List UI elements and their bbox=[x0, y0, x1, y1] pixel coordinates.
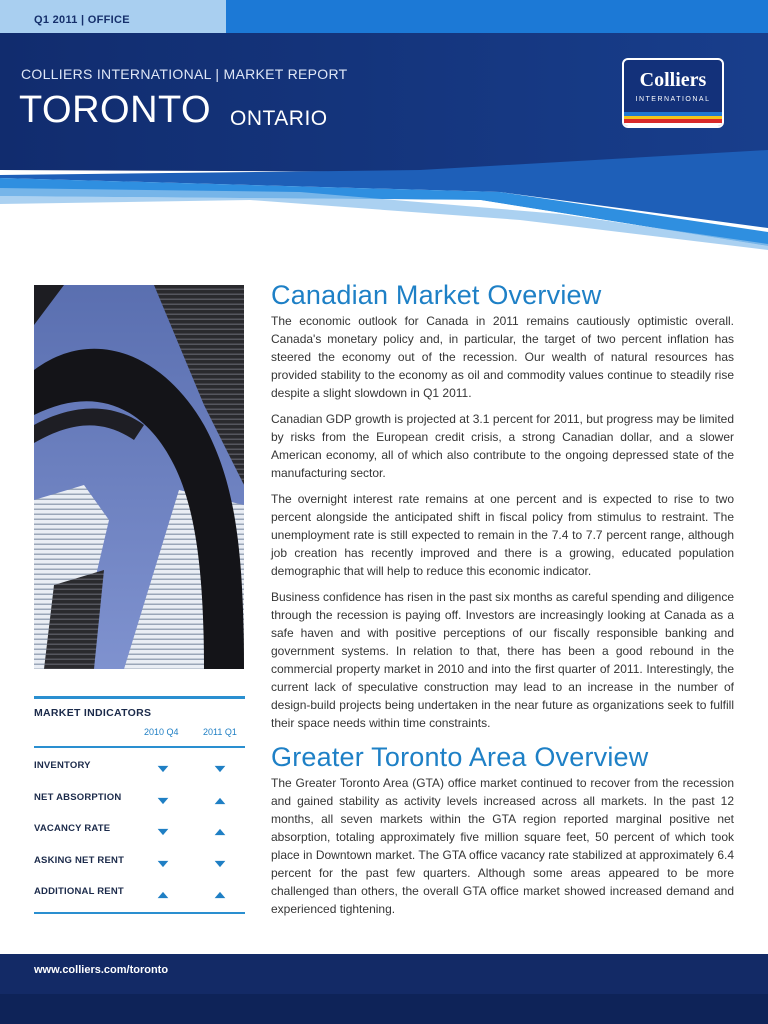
indicators-top-rule bbox=[34, 696, 245, 699]
indicators-column-headers bbox=[34, 725, 245, 743]
indicator-2011-q1-arrow bbox=[214, 886, 226, 894]
arrow-up-icon bbox=[214, 891, 226, 899]
column-header-2010-q4: 2010 Q4 bbox=[144, 727, 179, 737]
colliers-logo bbox=[622, 58, 724, 128]
indicator-2010-q4-arrow bbox=[157, 886, 169, 894]
arrow-up-icon bbox=[157, 891, 169, 899]
indicator-2011-q1-arrow bbox=[214, 823, 226, 831]
city-title: TORONTO bbox=[19, 89, 212, 131]
arrow-down-icon bbox=[157, 828, 169, 836]
indicator-label: VACANCY RATE bbox=[34, 823, 111, 834]
indicator-label: ASKING NET RENT bbox=[34, 854, 125, 866]
arrow-down-icon bbox=[157, 860, 169, 868]
indicator-2010-q4-arrow bbox=[157, 760, 169, 768]
arrow-down-icon bbox=[157, 797, 169, 805]
market-indicators-table bbox=[34, 696, 245, 914]
footer-stripe bbox=[0, 994, 768, 1024]
logo-subtext: INTERNATIONAL bbox=[635, 96, 711, 103]
column-header-2011-q1: 2011 Q1 bbox=[203, 727, 237, 737]
paragraph: The economic outlook for Canada in 2011 remains cautiously optimistic overall. Canada's monetary policy and, in particular, the target of two percent inflation has steered the economy out of the recession. Our wealth of natural resources has provided stability to the economy as oil and commodity values continue to steadily rise despite a slight slowdown in Q1 2011. bbox=[271, 314, 734, 400]
logo-wordmark: Colliers bbox=[639, 69, 707, 91]
skyscraper-illustration bbox=[34, 285, 244, 669]
indicator-row bbox=[34, 811, 245, 843]
arrow-up-icon bbox=[214, 828, 226, 836]
arrow-up-icon bbox=[214, 797, 226, 805]
indicator-2011-q1-arrow bbox=[214, 855, 226, 863]
paragraph: The Greater Toronto Area (GTA) office market continued to recover from the recession and gained stability as activity levels increased across all markets. In the past 12 months, all seven markets within the GTA region reported marginal positive net absorption, totaling approximately five million square feet, 50 percent of which took place in Downtown market. The GTA office vacancy rate stabilized at approximately 6.4 percent for the past few quarters. Although some areas appeared to be more challenged than others, the overall GTA office market showed increased demand and experienced tightening. bbox=[271, 776, 734, 916]
logo-stripes bbox=[624, 112, 722, 126]
page-footer bbox=[0, 954, 768, 1024]
paragraph: Business confidence has risen in the past six months as careful spending and diligence through the recession is paying off. Investors are increasingly looking at Canada as a safe haven and with positive perceptions of our fiscally responsible banking and government systems. In relation to that, there has been a good rebound in the commercial property market in 2010 and into the first quarter of 2011. Interestingly, the current lack of speculative construction may lead to an increase in the number of design-build projects being undertaken in the near future as organizations seek to fulfill their space needs within time constraints. bbox=[271, 590, 734, 730]
indicator-row bbox=[34, 780, 245, 812]
indicator-2010-q4-arrow bbox=[157, 823, 169, 831]
indicators-bottom-rule bbox=[34, 912, 245, 914]
report-subtitle: COLLIERS INTERNATIONAL | MARKET REPORT bbox=[21, 66, 348, 82]
main-content bbox=[271, 278, 734, 926]
indicators-title: MARKET INDICATORS bbox=[34, 707, 152, 719]
footer-website-link[interactable]: www.colliers.com/toronto bbox=[34, 964, 169, 976]
province-title: ONTARIO bbox=[230, 107, 328, 130]
indicator-row bbox=[34, 748, 245, 780]
report-period-label: Q1 2011 | OFFICE bbox=[34, 14, 130, 26]
indicator-row bbox=[34, 843, 245, 875]
skyscraper-photo bbox=[34, 285, 244, 669]
arrow-down-icon bbox=[214, 860, 226, 868]
report-header bbox=[0, 0, 768, 250]
indicators-rows bbox=[34, 748, 245, 906]
indicator-2011-q1-arrow bbox=[214, 792, 226, 800]
section-title-canadian-market: Canadian Market Overview bbox=[271, 280, 602, 310]
indicator-label: NET ABSORPTION bbox=[34, 791, 122, 803]
indicator-row bbox=[34, 874, 245, 906]
paragraph: Canadian GDP growth is projected at 3.1 percent for 2011, but progress may be limited by risks from the European credit crisis, a strong Canadian dollar, and a slower American economy, all of which also contribute to the ongoing depressed state of the manufacturing sector. bbox=[271, 412, 734, 480]
indicator-2010-q4-arrow bbox=[157, 792, 169, 800]
indicator-2011-q1-arrow bbox=[214, 760, 226, 768]
section-title-gta: Greater Toronto Area Overview bbox=[271, 742, 649, 772]
arrow-down-icon bbox=[157, 765, 169, 773]
arrow-down-icon bbox=[214, 765, 226, 773]
paragraph: The overnight interest rate remains at one percent and is expected to rise to two percent alongside the anticipated shift in fiscal policy from stimulus to restraint. The unemployment rate is still expected to remain in the 7.4 to 7.7 percent range, although job creation has recently improved and there is a growing, educated population demographic that will help to reduce this economic indicator. bbox=[271, 492, 734, 578]
indicator-label: ADDITIONAL RENT bbox=[34, 886, 124, 897]
indicator-2010-q4-arrow bbox=[157, 855, 169, 863]
indicator-label: INVENTORY bbox=[34, 760, 91, 771]
